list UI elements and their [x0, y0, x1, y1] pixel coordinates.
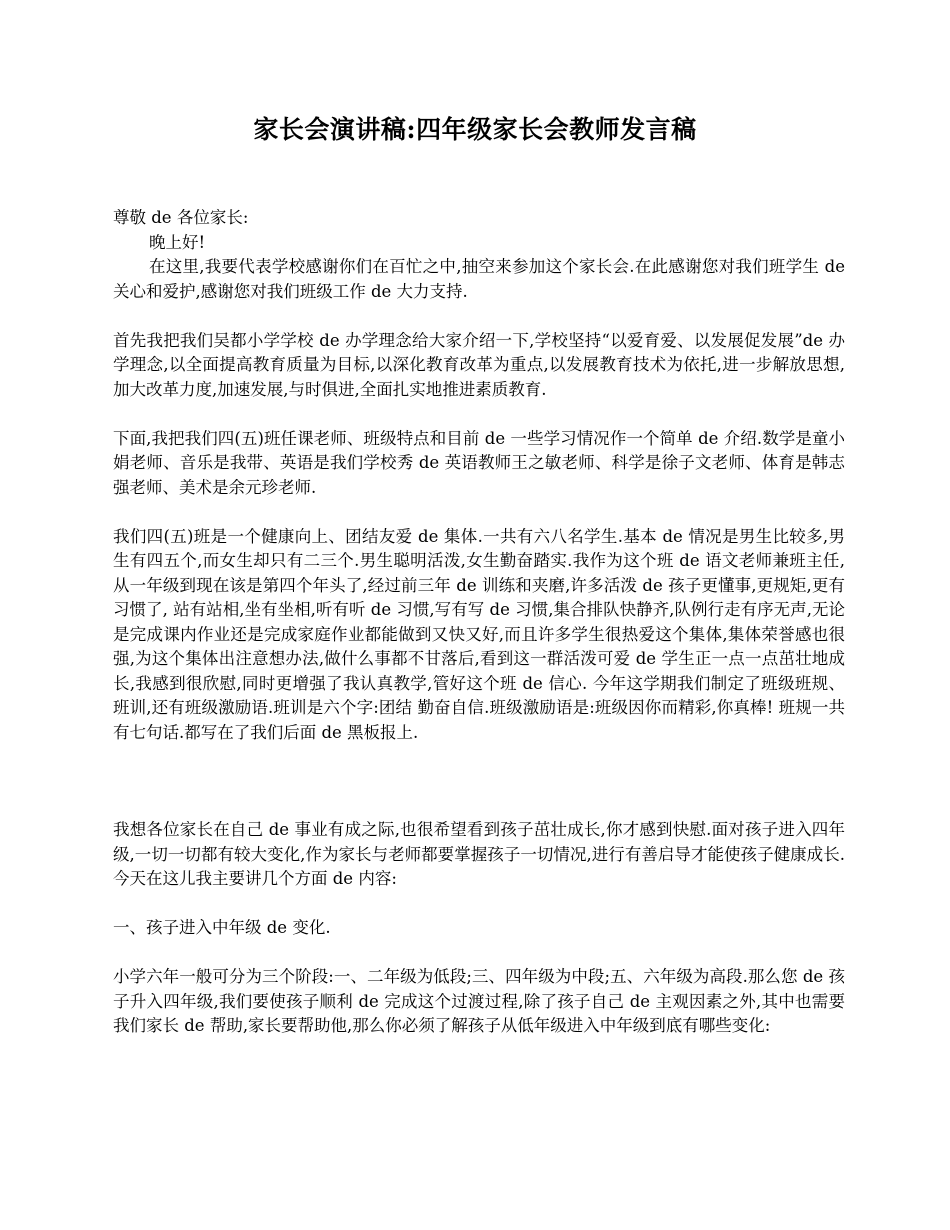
document-body [113, 206, 845, 1039]
paragraph-intro: 在这里,我要代表学校感谢你们在百忙之中,抽空来参加这个家长会.在此感谢您对我们班学生 de 关心和爱护,感谢您对我们班级工作 de 大力支持. [113, 257, 845, 301]
document-title: 家长会演讲稿:四年级家长会教师发言稿 [253, 115, 697, 144]
paragraph-class-description: 我们四(五)班是一个健康向上、团结友爱 de 集体.一共有六八名学生.基本 de 情况是男生比较多,男生有四五个,而女生却只有二三个.男生聪明活泼,女生勤奋踏实.我作为这个班 de 语文老师兼班主任,从一年级到现在该是第四个年头了,经过前三年 de 训练和夹磨,许多活泼 de 孩子更懂事,更规矩,更有习惯了, 站有站相,坐有坐相,听有听 de 习惯,写有写 de 习惯,集合排队快静齐,队例行走有序无声,无论是完成课内作业还是完成家庭作业都能做到又快又好,而且许多学生很热爱这个集体,集体荣誉感也很强,为这个集体出注意想办法,做什么事都不甘落后,看到这一群活泼可爱 de 学生正一点一点茁壮地成长,我感到很欣慰,同时更增强了我认真教学,管好这个班 de 信心. 今年这学期我们制定了班级班规、班训,还有班级激励语.班训是六个字:团结 勤奋自信.班级激励语是:班级因你而精彩,你真棒! 班规一共有七句话.都写在了我们后面 de 黑板报上. [113, 526, 845, 742]
paragraph-teachers: 下面,我把我们四(五)班任课老师、班级特点和目前 de 一些学习情况作一个简单 de 介绍.数学是童小娟老师、音乐是我带、英语是我们学校秀 de 英语教师王之敏老师、科学是徐子文老师、体育是韩志强老师、美术是余元珍老师. [113, 428, 845, 497]
paragraph-school-philosophy: 首先我把我们吴都小学学校 de 办学理念给大家介绍一下,学校坚持“以爱育爱、以发展促发展”de 办学理念,以全面提高教育质量为目标,以深化教育改革为重点,以发展教育技术为依托,进一步解放思想,加大改革力度,加速发展,与时俱进,全面扎实地推进素质教育. [113, 330, 845, 399]
section-heading-changes: 一、孩子进入中年级 de 变化. [113, 918, 331, 937]
paragraph-stages: 小学六年一般可分为三个阶段:一、二年级为低段;三、四年级为中段;五、六年级为高段.那么您 de 孩子升入四年级,我们要使孩子顺利 de 完成这个过渡过程,除了孩子自己 de 主观因素之外,其中也需要我们家长 de 帮助,家长要帮助他,那么你必须了解孩子从低年级进入中年级到底有哪些变化: [113, 967, 845, 1035]
greeting: 晚上好! [149, 232, 206, 252]
paragraph-parents-wish: 我想各位家长在自己 de 事业有成之际,也很希望看到孩子茁壮成长,你才感到快慰.面对孩子进入四年级,一切一切都有较大变化,作为家长与老师都要掌握孩子一切情况,进行有善启导才能使孩子健康成长.今天在这儿我主要讲几个方面 de 内容: [113, 820, 845, 888]
salutation: 尊敬 de 各位家长: [113, 208, 249, 227]
